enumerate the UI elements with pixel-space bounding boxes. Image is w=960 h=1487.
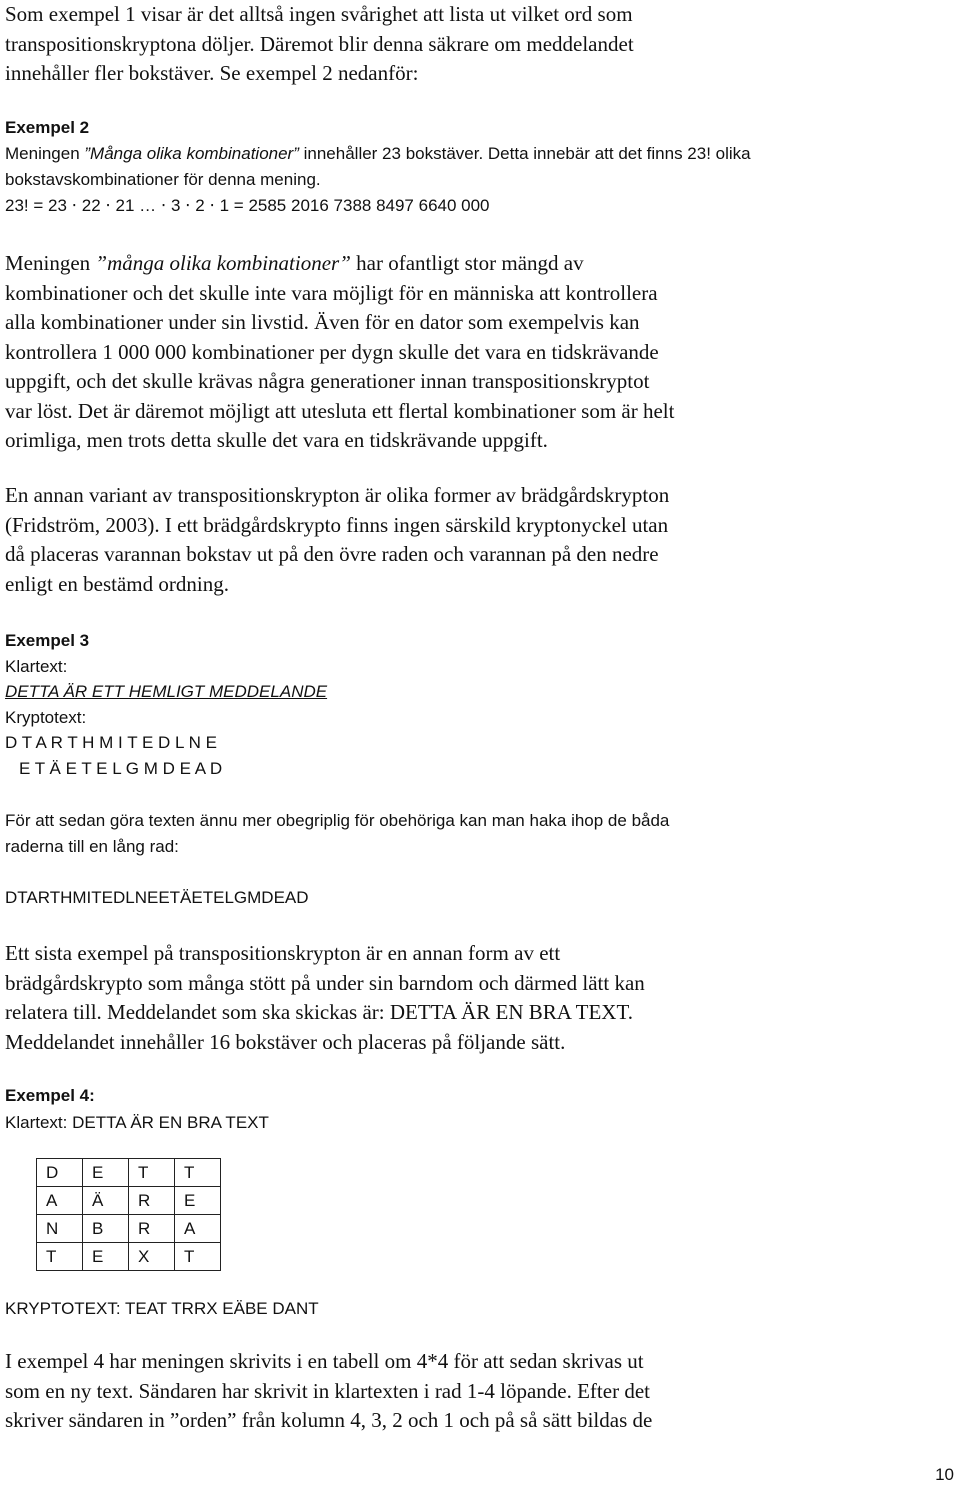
quoted-phrase: ”många olika kombinationer”: [95, 251, 351, 275]
text-line: innehåller fler bokstäver. Se exempel 2 nedanför:: [5, 61, 419, 85]
intro-paragraph: [5, 0, 955, 89]
example-3: [5, 628, 955, 781]
text-line: Ett sista exempel på transpositionskrypton är en annan form av ett: [5, 941, 561, 965]
quoted-phrase: ”Många olika kombinationer”: [84, 144, 299, 163]
text-line: Meddelandet innehåller 16 bokstäver och placeras på följande sätt.: [5, 1029, 566, 1054]
example-2: [5, 115, 955, 219]
grid-row: [37, 1243, 221, 1271]
kryptotext-value: KRYPTOTEXT: TEAT TRRX EÄBE DANT: [5, 1299, 319, 1318]
cipher-grid: [36, 1158, 221, 1271]
joined-ciphertext: [5, 885, 955, 910]
text-line: som en ny text. Sändaren har skrivit in klartexten i rad 1-4 löpande. Efter det: [5, 1378, 650, 1403]
text-line: Som exempel 1 visar är det alltså ingen svårighet att lista ut vilket ord som: [5, 2, 633, 26]
joined-ciphertext-value: DTARTHMITEDLNEETÄETELGMDEAD: [5, 888, 309, 907]
text-span: Meningen: [5, 144, 85, 163]
grid-cell: B: [83, 1215, 129, 1243]
combinations-paragraph: [5, 249, 955, 456]
factorial-formula: 23! = 23 ⋅ 22 ⋅ 21 … ⋅ 3 ⋅ 2 ⋅ 1 = 2585 2016 7388 8497 6640 000: [5, 196, 490, 215]
grid-cell: T: [129, 1159, 175, 1187]
text-line: I exempel 4 har meningen skrivits i en tabell om 4*4 för att sedan skrivas ut: [5, 1349, 644, 1373]
text-span: innehåller 23 bokstäver. Detta innebär att det finns 23! olika: [298, 144, 751, 163]
grid-cell: T: [175, 1243, 221, 1271]
grid-cell: X: [129, 1243, 175, 1271]
text-line: var löst. Det är däremot möjligt att utesluta ett flertal kombinationer som är helt: [5, 398, 675, 423]
grid-cell: R: [129, 1215, 175, 1243]
example-3-heading: Exempel 3: [5, 631, 90, 650]
grid-cell: A: [37, 1187, 83, 1215]
page-number: 10: [935, 1465, 954, 1484]
text-line: [5, 249, 955, 279]
text-line: [5, 141, 955, 167]
final-example-paragraph: [5, 939, 955, 1057]
example-2-heading: Exempel 2: [5, 118, 90, 137]
text-line: kombinationer och det skulle inte vara möjligt för en människa att kontrollera: [5, 280, 658, 305]
text-line: kontrollera 1 000 000 kombinationer per dygn skulle det vara en tidskrävande: [5, 339, 659, 364]
text-line: uppgift, och det skulle krävas några generationer innan transpositionskryptot: [5, 369, 650, 393]
text-line: enligt en bestämd ordning.: [5, 571, 229, 596]
text-line: då placeras varannan bokstav ut på den övre raden och varannan på den nedre: [5, 542, 659, 566]
grid-cell: E: [83, 1159, 129, 1187]
klartext-label: Klartext:: [5, 656, 68, 676]
klartext-value: DETTA ÄR ETT HEMLIGT MEDDELANDE: [5, 682, 328, 701]
grid-row: [37, 1187, 221, 1215]
cipher-row-bottom: E T Ä E T E L G M D E A D: [19, 758, 223, 778]
grid-cell: E: [175, 1187, 221, 1215]
text-line: En annan variant av transpositionskrypton är olika former av brädgårdskrypton: [5, 483, 670, 507]
example-4-kryptotext: [5, 1296, 955, 1321]
text-line: brädgårdskrypto som många stött på under sin barndom och därmed lätt kan: [5, 970, 645, 995]
text-line: transpositionskryptona döljer. Däremot blir denna säkrare om meddelandet: [5, 31, 634, 56]
variant-paragraph: [5, 481, 955, 599]
grid-row: [37, 1159, 221, 1187]
grid-cell: N: [37, 1215, 83, 1243]
text-line: alla kombinationer under sin livstid. Även för en dator som exempelvis kan: [5, 310, 640, 334]
example-3-explanation: [5, 808, 955, 860]
example-4-heading: Exempel 4:: [5, 1086, 95, 1105]
text-line: (Fridström, 2003). I ett brädgårdskrypto finns ingen särskild kryptonyckel utan: [5, 512, 669, 537]
text-line: bokstavskombinationer för denna mening.: [5, 170, 321, 189]
closing-paragraph: [5, 1347, 955, 1436]
grid-cell: Ä: [83, 1187, 129, 1215]
grid-cell: R: [129, 1187, 175, 1215]
text-line: orimliga, men trots detta skulle det vara en tidskrävande uppgift.: [5, 428, 548, 452]
cipher-row-top: D T A R T H M I T E D L N E: [5, 733, 217, 752]
text-line: raderna till en lång rad:: [5, 837, 179, 856]
grid-cell: T: [175, 1159, 221, 1187]
example-4: [5, 1082, 955, 1136]
grid-cell: E: [83, 1243, 129, 1271]
text-line: För att sedan göra texten ännu mer obegriplig för obehöriga kan man haka ihop de båda: [5, 811, 670, 830]
text-span: har ofantligt stor mängd av: [350, 251, 584, 275]
text-span: Meningen: [5, 251, 96, 275]
example-4-klartext: Klartext: DETTA ÄR EN BRA TEXT: [5, 1113, 269, 1132]
grid-row: [37, 1215, 221, 1243]
grid-cell: T: [37, 1243, 83, 1271]
text-line: relatera till. Meddelandet som ska skickas är: DETTA ÄR EN BRA TEXT.: [5, 1000, 633, 1024]
text-line: skriver sändaren in ”orden” från kolumn 4, 3, 2 och 1 och på så sätt bildas de: [5, 1408, 653, 1432]
grid-cell: A: [175, 1215, 221, 1243]
grid-cell: D: [37, 1159, 83, 1187]
kryptotext-label: Kryptotext:: [5, 707, 87, 727]
